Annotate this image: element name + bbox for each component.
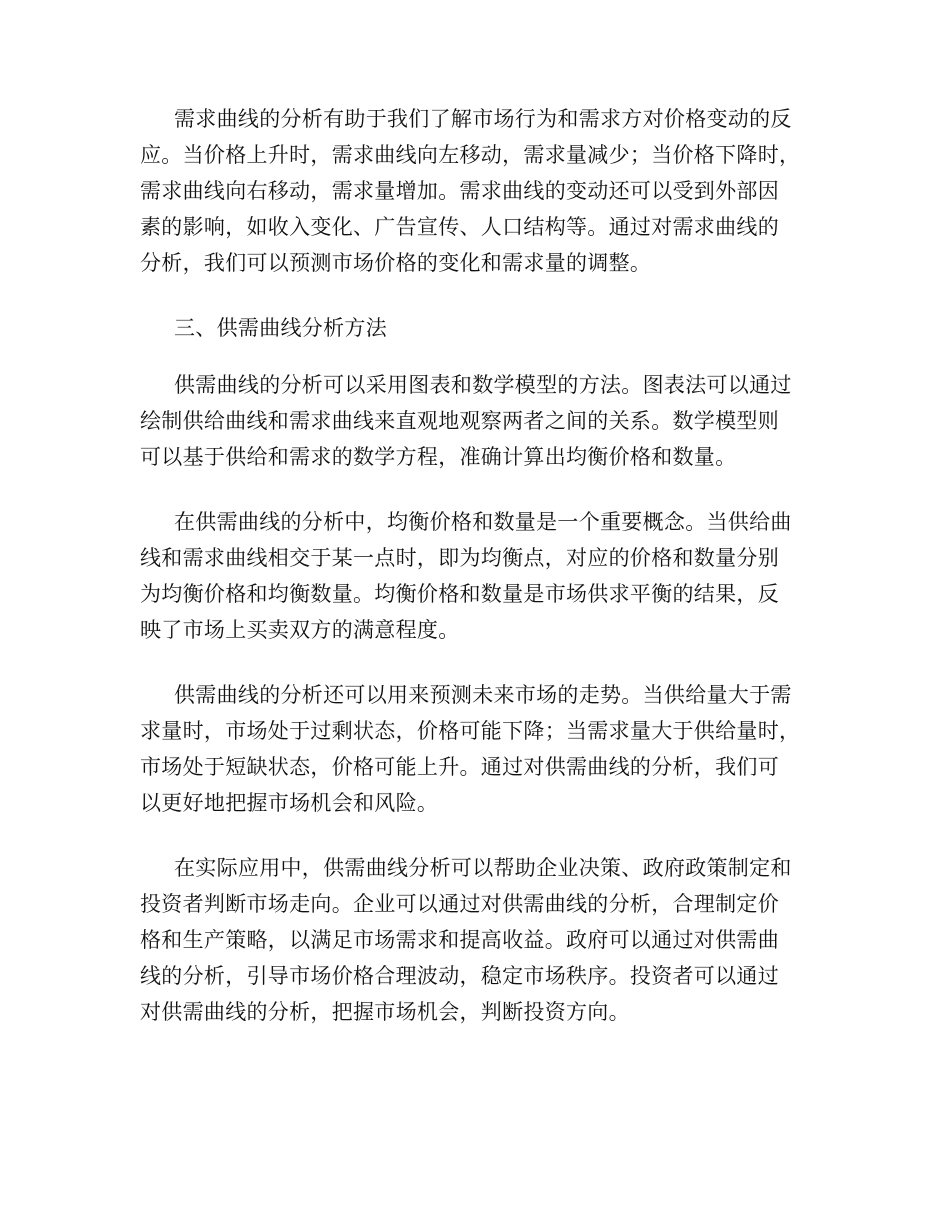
paragraph-line: 在实际应用中，供需曲线分析可以帮助企业决策、政府政策制定和	[174, 856, 792, 880]
document-body	[140, 101, 820, 1059]
paragraph-line: 以更好地把握市场机会和风险。	[140, 791, 439, 815]
section-heading-text: 三、供需曲线分析方法	[174, 316, 387, 340]
paragraph-line: 为均衡价格和均衡数量。均衡价格和数量是市场供求平衡的结果，反	[140, 582, 779, 606]
paragraph-line: 应。当价格上升时，需求曲线向左移动，需求量减少；当价格下降时，	[140, 143, 801, 167]
paragraph-line: 市场处于短缺状态，价格可能上升。通过对供需曲线的分析，我们可	[140, 755, 779, 779]
paragraph-application	[140, 850, 820, 1030]
paragraph-line: 素的影响，如收入变化、广告宣传、人口结构等。通过对需求曲线的	[140, 215, 779, 239]
paragraph-line: 求量时，市场处于过剩状态，价格可能下降；当需求量大于供给量时，	[140, 719, 801, 743]
paragraph-line: 需求曲线向右移动，需求量增加。需求曲线的变动还可以受到外部因	[140, 179, 779, 203]
paragraph-line: 在供需曲线的分析中，均衡价格和数量是一个重要概念。当供给曲	[174, 510, 792, 534]
paragraph-line: 格和生产策略，以满足市场需求和提高收益。政府可以通过对供需曲	[140, 928, 779, 952]
paragraph-line: 线和需求曲线相交于某一点时，即为均衡点，对应的价格和数量分别	[140, 546, 779, 570]
paragraph-line: 供需曲线的分析可以采用图表和数学模型的方法。图表法可以通过	[174, 373, 792, 397]
paragraph-demand-curve	[140, 101, 820, 281]
section-heading	[140, 310, 820, 346]
paragraph-line: 需求曲线的分析有助于我们了解市场行为和需求方对价格变动的反	[174, 107, 792, 131]
paragraph-line: 可以基于供给和需求的数学方程，准确计算出均衡价格和数量。	[140, 445, 737, 469]
paragraph-forecast	[140, 677, 820, 821]
paragraph-line: 线的分析，引导市场价格合理波动，稳定市场秩序。投资者可以通过	[140, 964, 779, 988]
paragraph-line: 对供需曲线的分析，把握市场机会，判断投资方向。	[140, 1000, 630, 1024]
paragraph-line: 分析，我们可以预测市场价格的变化和需求量的调整。	[140, 251, 652, 275]
paragraph-line: 供需曲线的分析还可以用来预测未来市场的走势。当供给量大于需	[174, 683, 792, 707]
paragraph-equilibrium	[140, 504, 820, 648]
paragraph-methods	[140, 367, 820, 475]
paragraph-line: 绘制供给曲线和需求曲线来直观地观察两者之间的关系。数学模型则	[140, 409, 779, 433]
paragraph-line: 映了市场上买卖双方的满意程度。	[140, 618, 460, 642]
paragraph-line: 投资者判断市场走向。企业可以通过对供需曲线的分析，合理制定价	[140, 892, 779, 916]
